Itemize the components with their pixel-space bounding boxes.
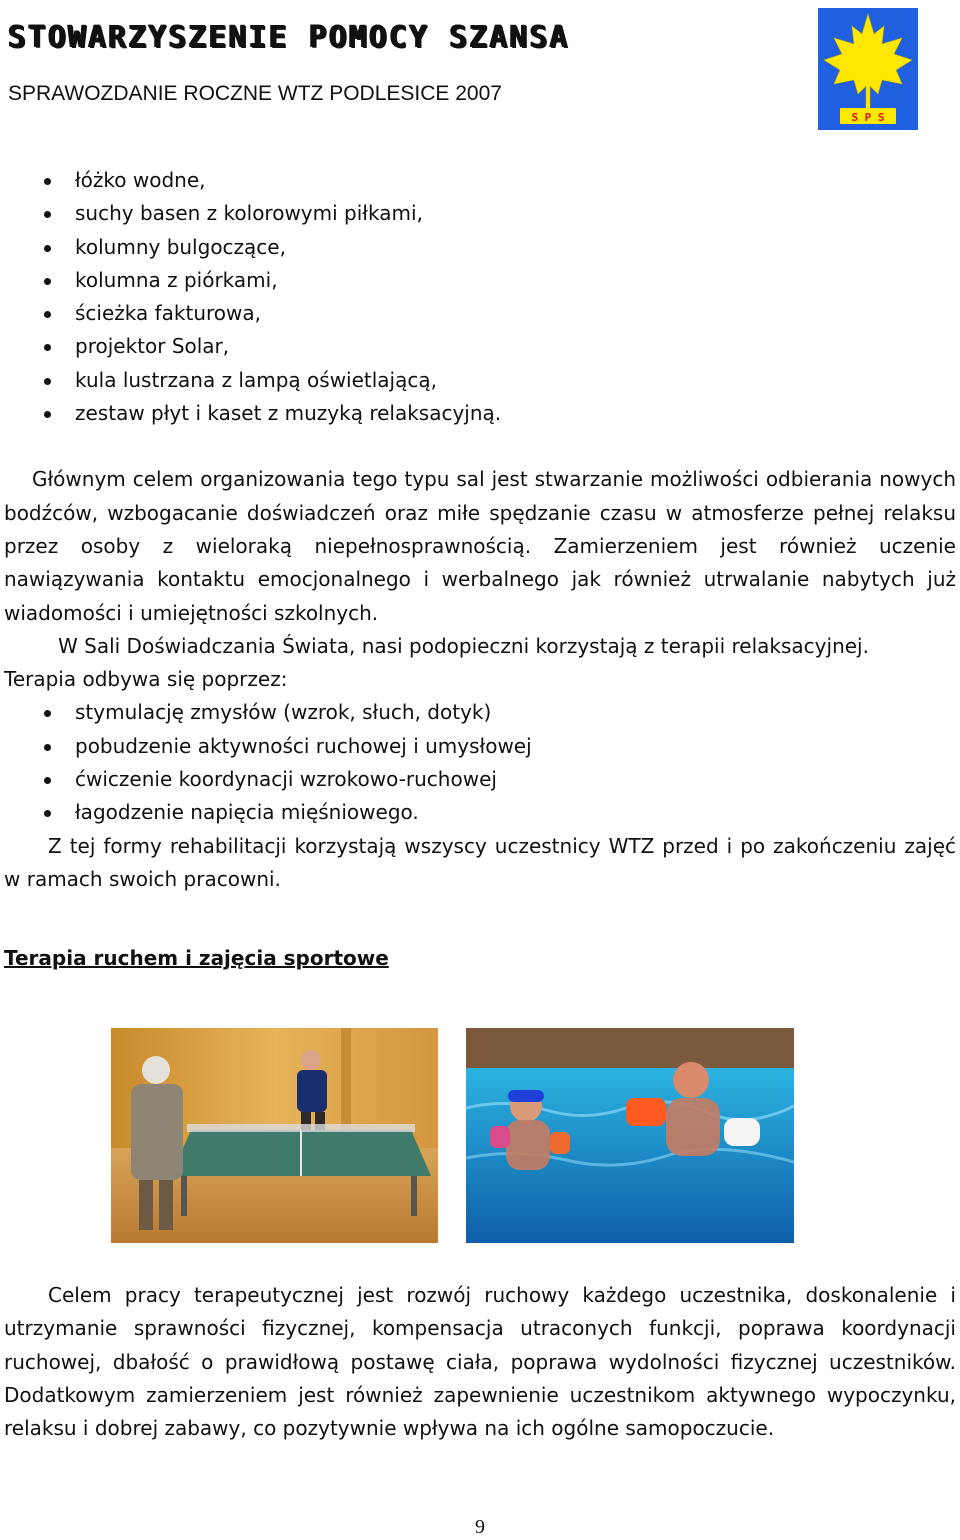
document-body <box>4 164 956 976</box>
bullet-icon <box>44 278 51 285</box>
list-item: pobudzenie aktywności ruchowej i umysłowej <box>4 730 956 763</box>
bullet-icon <box>44 211 51 218</box>
list-item: stymulację zmysłów (wzrok, słuch, dotyk) <box>4 696 956 729</box>
document-body-bottom <box>4 1279 956 1445</box>
list-item: kula lustrzana z lampą oświetlającą, <box>4 364 956 397</box>
photo-swimming-pool <box>466 1028 794 1243</box>
therapy-list <box>4 696 956 829</box>
list-item: łóżko wodne, <box>4 164 956 197</box>
list-item: zestaw płyt i kaset z muzyką relaksacyjną. <box>4 397 956 430</box>
sps-logo <box>818 8 918 130</box>
paragraph-goal: Głównym celem organizowania tego typu sal jest stwarzanie możliwości odbierania nowych bodźców, wzbogacanie doświadczeń oraz miłe spędzanie czasu w atmosferze pełnej relaksu przez osoby z wieloraką niepełnosprawnością. Zamierzeniem jest również uczenie nawiązywania kontaktu emocjonalnego i werbalnego jak również utrwalanie nabytych już wiadomości i umiejętności szkolnych. <box>4 467 956 625</box>
bullet-icon <box>44 777 51 784</box>
organization-name: STOWARZYSZENIE POMOCY SZANSA <box>8 20 570 55</box>
bullet-icon <box>44 178 51 185</box>
section-heading: Terapia ruchem i zajęcia sportowe <box>4 946 389 971</box>
bullet-icon <box>44 245 51 252</box>
bullet-icon <box>44 344 51 351</box>
bullet-icon <box>44 378 51 385</box>
list-item: projektor Solar, <box>4 330 956 363</box>
list-item: kolumny bulgoczące, <box>4 231 956 264</box>
bullet-icon <box>44 311 51 318</box>
bullet-icon <box>44 710 51 717</box>
report-title: SPRAWOZDANIE ROCZNE WTZ PODLESICE 2007 <box>8 82 502 105</box>
bullet-icon <box>44 744 51 751</box>
list-item: ścieżka fakturowa, <box>4 297 956 330</box>
equipment-list <box>4 164 956 430</box>
list-item: ćwiczenie koordynacji wzrokowo-ruchowej <box>4 763 956 796</box>
list-item: kolumna z piórkami, <box>4 264 956 297</box>
list-item: suchy basen z kolorowymi piłkami, <box>4 197 956 230</box>
list-item: łagodzenie napięcia mięśniowego. <box>4 796 956 829</box>
bullet-icon <box>44 810 51 817</box>
paragraph-participants: Z tej formy rehabilitacji korzystają wszyscy uczestnicy WTZ przed i po zakończeniu zajęć w ramach swoich pracowni. <box>4 833 956 891</box>
page-number: 9 <box>475 1516 485 1538</box>
bullet-icon <box>44 411 51 418</box>
logo-text: S P S <box>851 111 885 124</box>
paragraph-movement: Celem pracy terapeutycznej jest rozwój ruchowy każdego uczestnika, doskonalenie i utrzymanie sprawności fizycznej, kompensacja utraconych funkcji, poprawa koordynacji ruchowej, dbałość o prawidłową postawę ciała, poprawa wydolności fizycznej uczestników. Dodatkowym zamierzeniem jest również zapewnienie uczestnikom aktywnego wypoczynku, relaksu i dobrej zabawy, co pozytywnie wpływa na ich ogólne samopoczucie. <box>4 1283 956 1441</box>
photo-table-tennis <box>111 1028 438 1243</box>
paragraph-room: W Sali Doświadczania Świata, nasi podopieczni korzystają z terapii relaksacyjnej. <box>58 633 869 658</box>
therapy-intro: Terapia odbywa się poprzez: <box>4 667 288 692</box>
